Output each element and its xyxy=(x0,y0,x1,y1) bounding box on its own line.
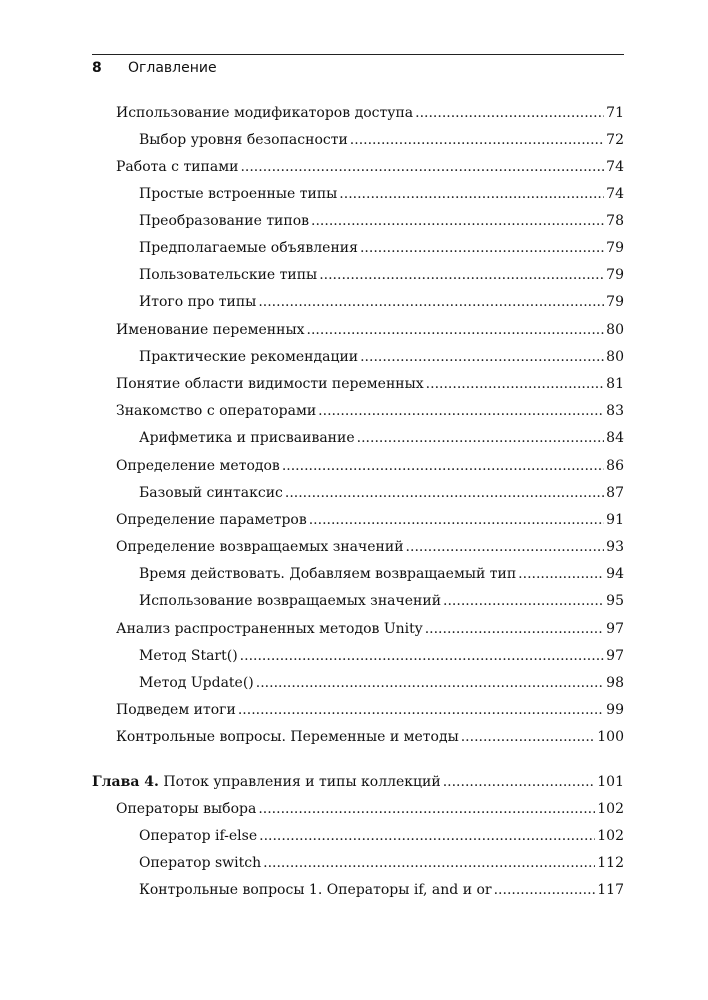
toc-entry[interactable] xyxy=(116,374,624,394)
toc-entry-label: Операторы выбора xyxy=(116,801,257,817)
toc-entry-label: Именование переменных xyxy=(116,322,305,338)
toc-entry-page: 100 xyxy=(597,729,624,745)
toc-entry-label: Определение методов xyxy=(116,458,280,474)
toc-entry-label: Поток управления и типы коллекций xyxy=(163,774,441,790)
toc-entry[interactable] xyxy=(139,564,624,584)
page-number: 8 xyxy=(92,60,102,76)
toc-leader xyxy=(443,772,596,792)
toc-leader xyxy=(415,103,604,123)
toc-entry[interactable] xyxy=(139,130,624,150)
toc-entry[interactable] xyxy=(116,537,624,557)
toc-chapter-number: Глава 4. xyxy=(92,774,159,790)
toc-entry[interactable] xyxy=(139,211,624,231)
toc-entry-label: Преобразование типов xyxy=(139,213,310,229)
toc-entry-page: 80 xyxy=(606,349,624,365)
toc-entry[interactable] xyxy=(139,880,624,900)
toc-entry-label: Определение возвращаемых значений xyxy=(116,539,404,555)
toc-entry[interactable] xyxy=(139,591,624,611)
toc-entry-label: Работа с типами xyxy=(116,159,239,175)
toc-entry-label: Определение параметров xyxy=(116,512,307,528)
toc-entry[interactable] xyxy=(116,799,624,819)
toc-leader xyxy=(339,184,604,204)
toc-entry-page: 102 xyxy=(597,801,624,817)
toc-entry-label: Понятие области видимости переменных xyxy=(116,376,424,392)
toc-entry-label: Контрольные вопросы. Переменные и методы xyxy=(116,729,459,745)
toc-entry-label: Итого про типы xyxy=(139,294,257,310)
toc-entry-label: Метод Start() xyxy=(139,648,238,664)
toc-entry-label: Выбор уровня безопасности xyxy=(139,132,348,148)
toc-entry-page: 91 xyxy=(606,512,624,528)
toc-entry[interactable] xyxy=(139,646,624,666)
toc-entry-page: 95 xyxy=(606,593,624,609)
toc-entry-page: 101 xyxy=(597,774,624,790)
toc-entry-page: 112 xyxy=(597,855,624,871)
toc-entry-page: 102 xyxy=(597,828,624,844)
toc-entry-page: 74 xyxy=(606,186,624,202)
toc-entry[interactable] xyxy=(139,826,624,846)
toc-leader xyxy=(360,238,604,258)
toc-leader xyxy=(240,646,605,666)
toc-entry-label: Подведем итоги xyxy=(116,702,236,718)
toc-entry-page: 98 xyxy=(606,675,624,691)
toc-entry-page: 94 xyxy=(606,566,624,582)
toc-entry-label: Использование модификаторов доступа xyxy=(116,105,414,121)
toc-entry-page: 79 xyxy=(606,240,624,256)
toc-entry[interactable] xyxy=(139,673,624,693)
toc-leader xyxy=(282,456,604,476)
toc-entry-page: 86 xyxy=(606,458,624,474)
toc-chapter-entry[interactable] xyxy=(92,772,624,792)
toc-chapter-label-group xyxy=(92,772,441,792)
toc-entry[interactable] xyxy=(116,456,624,476)
toc-leader xyxy=(494,880,596,900)
toc-leader xyxy=(426,374,605,394)
toc-entry-page: 97 xyxy=(606,648,624,664)
toc-entry[interactable] xyxy=(116,157,624,177)
toc-leader xyxy=(259,826,595,846)
toc-leader xyxy=(238,700,604,720)
toc-entry-page: 74 xyxy=(606,159,624,175)
toc-entry[interactable] xyxy=(139,292,624,312)
toc-entry-label: Практические рекомендации xyxy=(139,349,359,365)
toc-entry-page: 79 xyxy=(606,294,624,310)
toc-entry[interactable] xyxy=(116,727,624,747)
toc-leader xyxy=(425,619,604,639)
toc-entry-label: Арифметика и присваивание xyxy=(139,430,355,446)
toc-entry[interactable] xyxy=(139,853,624,873)
toc-leader xyxy=(406,537,605,557)
toc-entry-label: Использование возвращаемых значений xyxy=(139,593,442,609)
toc-entry[interactable] xyxy=(139,428,624,448)
toc-entry-page: 72 xyxy=(606,132,624,148)
toc-entry-label: Простые встроенные типы xyxy=(139,186,338,202)
toc-entry-page: 84 xyxy=(606,430,624,446)
toc-entry-page: 71 xyxy=(606,105,624,121)
toc-leader xyxy=(311,211,604,231)
toc-entry[interactable] xyxy=(139,483,624,503)
toc-leader xyxy=(263,853,595,873)
toc-entry-page: 83 xyxy=(606,403,624,419)
toc-entry-page: 80 xyxy=(606,322,624,338)
toc-leader xyxy=(319,265,604,285)
toc-entry[interactable] xyxy=(139,265,624,285)
toc-entry[interactable] xyxy=(116,619,624,639)
toc-entry[interactable] xyxy=(139,347,624,367)
toc-entry-label: Базовый синтаксис xyxy=(139,485,283,501)
toc-entry[interactable] xyxy=(116,401,624,421)
toc-entry-label: Контрольные вопросы 1. Операторы if, and и or xyxy=(139,882,492,898)
toc-leader xyxy=(240,157,604,177)
toc-leader xyxy=(258,292,604,312)
toc-leader xyxy=(461,727,596,747)
toc-leader xyxy=(258,799,595,819)
toc-leader xyxy=(318,401,604,421)
toc-entry[interactable] xyxy=(116,700,624,720)
toc-entry[interactable] xyxy=(116,103,624,123)
toc-leader xyxy=(309,510,604,530)
toc-leader xyxy=(307,320,605,340)
toc-entry-label: Время действовать. Добавляем возвращаемый тип xyxy=(139,566,517,582)
toc-entry-page: 99 xyxy=(606,702,624,718)
toc-entry-label: Оператор if-else xyxy=(139,828,258,844)
toc-entry-page: 78 xyxy=(606,213,624,229)
toc-entry-label: Оператор switch xyxy=(139,855,262,871)
toc-leader xyxy=(360,347,604,367)
toc-leader xyxy=(350,130,604,150)
toc-entry-label: Метод Update() xyxy=(139,675,254,691)
toc-leader xyxy=(256,673,604,693)
toc-leader xyxy=(518,564,604,584)
toc-entry[interactable] xyxy=(116,510,624,530)
toc-entry[interactable] xyxy=(139,184,624,204)
toc-leader xyxy=(443,591,604,611)
toc-entry-page: 81 xyxy=(606,376,624,392)
running-title: Оглавление xyxy=(128,60,217,76)
toc-entry-label: Знакомство с операторами xyxy=(116,403,317,419)
toc-entry[interactable] xyxy=(139,238,624,258)
toc-entry-label: Анализ распространенных методов Unity xyxy=(116,621,423,637)
toc-entry-label: Пользовательские типы xyxy=(139,267,318,283)
toc-entry-page: 87 xyxy=(606,485,624,501)
toc-leader xyxy=(285,483,604,503)
toc-entry-page: 93 xyxy=(606,539,624,555)
toc-leader xyxy=(357,428,605,448)
toc-entry[interactable] xyxy=(116,320,624,340)
toc-entry-page: 79 xyxy=(606,267,624,283)
toc-entry-page: 117 xyxy=(597,882,624,898)
toc-entry-label: Предполагаемые объявления xyxy=(139,240,358,256)
toc-entry-page: 97 xyxy=(606,621,624,637)
